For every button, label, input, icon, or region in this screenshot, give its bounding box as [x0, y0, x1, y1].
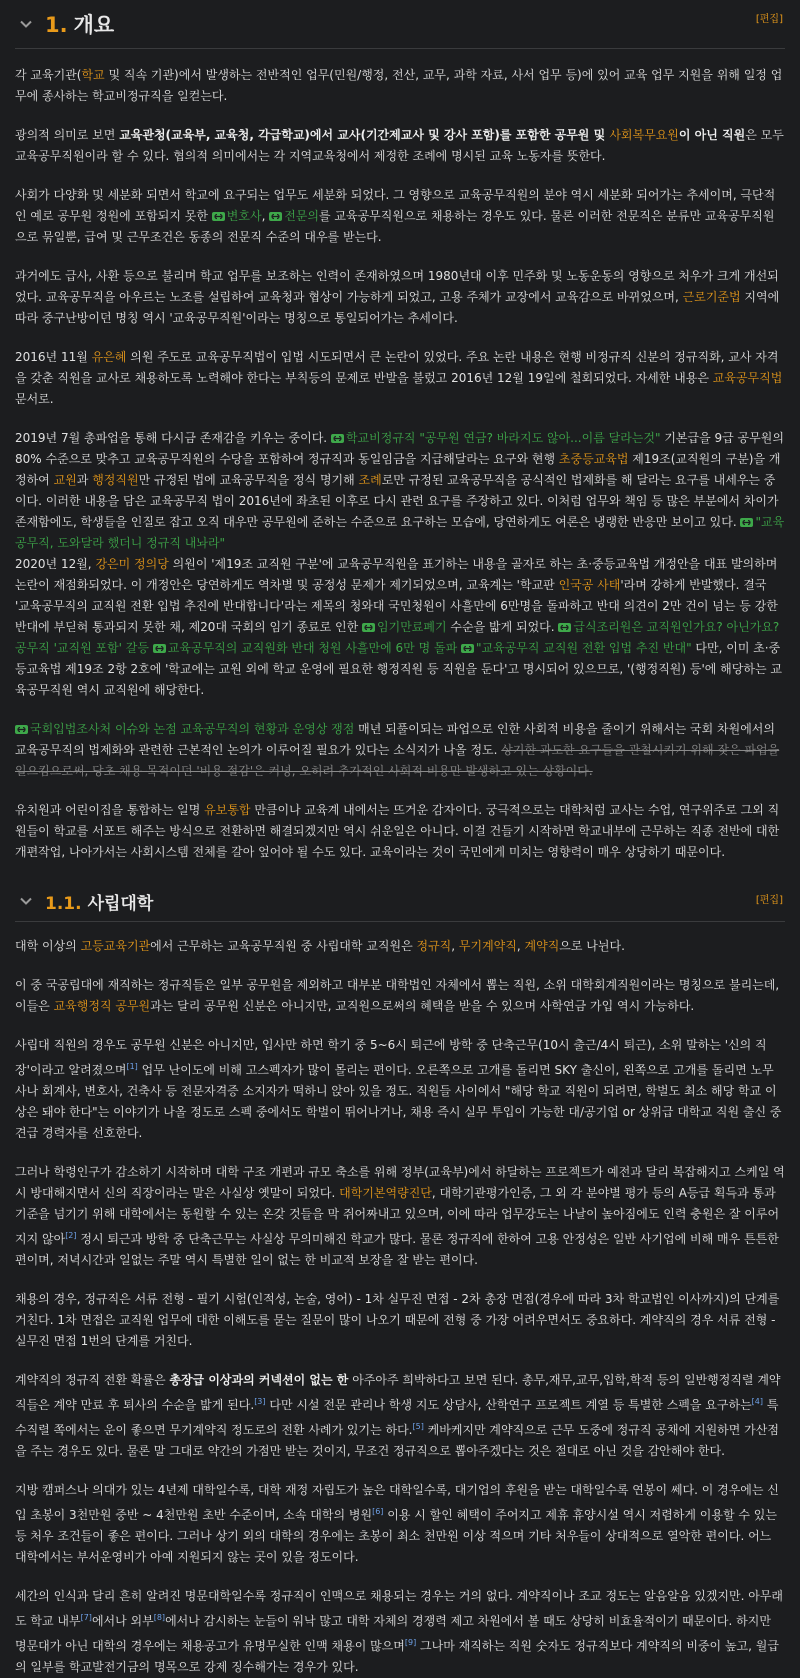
run-text: 교육관청(교육부, 교육청, 각급학교)에서 교사(기간제교사 및 강사 포함)를 포함한 공무원 및 — [119, 128, 610, 142]
internal-link[interactable] — [54, 473, 77, 487]
text-run — [15, 392, 54, 406]
text-run — [15, 68, 81, 82]
bold-text — [679, 128, 745, 142]
run-text: 상기한 과도한 요구들을 관철시키기 위해 잦은 파업을 일으킴으로써, 당초 채용 목적이던 '비용 절감'은 커녕, 오히려 추가적인 사회적 비용만 발생하고 있는 상황이다. — [15, 743, 780, 778]
paragraph — [15, 65, 785, 107]
section-number: 1.1. — [45, 893, 82, 914]
run-text: 정의당 — [134, 557, 169, 571]
run-text: 의원 주도로 교육공무직법이 입법 시도되면서 큰 논란이 있었다. 주요 논란 내용은 현행 비정규직 신분의 정규직화, 교사 자격을 갖춘 직원을 교사로 채용하도록 노력해야 한다는 부칙등의 문제로 반발을 불렀고 2016년 12월 19일에 철회되었다. 자세한 내용은 — [15, 350, 779, 385]
chevron-down-icon[interactable] — [19, 894, 33, 908]
run-text: 유보통합 — [204, 803, 251, 817]
run-text: 계약직의 정규직 전환 확률은 — [15, 1373, 170, 1387]
run-text: 으로 나뉜다. — [559, 939, 625, 953]
section-title-text: 사립대학 — [87, 893, 154, 914]
internal-link[interactable] — [339, 1186, 432, 1200]
internal-link[interactable] — [81, 68, 104, 82]
text-run — [15, 1063, 782, 1140]
run-text: 각 교육기관( — [15, 68, 82, 82]
external-link-icon — [461, 644, 474, 653]
paragraph — [15, 1035, 785, 1144]
run-text: 사회가 다양화 및 세분화 되면서 학교에 요구되는 업무도 세분화 되었다. 그 영향으로 교육공무직원의 분야 역시 세분화 되어가는 추세이며, 극단적인 예로 공무원 정원에 포함되지 못한 — [15, 188, 776, 223]
external-link[interactable] — [212, 209, 262, 223]
footnote-ref[interactable] — [752, 1397, 763, 1406]
run-text: 대학기본역량진단 — [339, 1186, 432, 1200]
run-text: 2020년 12월, — [15, 557, 96, 571]
external-link-icon — [740, 518, 753, 527]
run-text: 국회입법조사처 이슈와 논점 교육공무직의 현황과 운영상 쟁점 — [30, 722, 355, 736]
paragraph — [15, 936, 785, 957]
section-heading-private-university — [15, 881, 785, 922]
footnote-ref[interactable] — [65, 1231, 76, 1240]
text-run — [150, 939, 416, 953]
text-run — [15, 350, 779, 385]
text-run — [15, 803, 204, 817]
footnote-ref[interactable] — [154, 1613, 165, 1622]
run-text: [2] — [65, 1231, 77, 1240]
text-run — [451, 939, 459, 953]
run-text: 총장급 이상과의 커넥션이 없는 한 — [169, 1373, 349, 1387]
run-text: 교육공무직법 — [712, 371, 783, 385]
text-run — [15, 1232, 779, 1267]
run-text: 에서나 감시하는 눈들이 워낙 많고 대학 자체의 경쟁력 제고 차원에서 볼 때도 상당히 비효율적이기 때문이다. 하지만 명문대가 아닌 대학의 경우에는 채용공고가 유명무실한 인맥 채용이 많으며 — [15, 1614, 771, 1653]
run-text: 에서나 외부 — [91, 1614, 154, 1628]
footnote-ref[interactable] — [81, 1613, 92, 1622]
run-text: 다만 시설 전문 관리나 학생 지도 상담사, 산학연구 프로젝트 계열 등 특별한 스펙을 요구하는 — [265, 1398, 752, 1412]
external-link[interactable] — [461, 641, 692, 655]
run-text: 문서로. — [15, 392, 54, 406]
run-text: 다만, 이미 초·중등교육법 제19조 2항 2호에 '학교에는 교원 외에 학교 운영에 필요한 행정직원 등 직원을 둔다'고 명시되어 있으므로, '(행정직원) 등'에 해당하는 교육공무직원 역시 교직원에 해당한다. — [15, 641, 782, 697]
run-text: "교육공무직, 도와달라 했더니 정규직 내놔라" — [15, 515, 785, 550]
edit-link[interactable]: [편집] — [755, 895, 783, 906]
paragraph — [15, 266, 785, 329]
paragraph — [15, 185, 785, 248]
footnote-ref[interactable] — [254, 1397, 265, 1406]
external-link[interactable] — [269, 209, 319, 223]
run-text: 로만 규정된 교육공무직을 공식적인 법제화를 해 달라는 요구를 내세우는 중이다. 이러한 내용을 담은 교육공무직 법이 2016년에 좌초된 이후로 다시 관련 요구를 주장하고 있다. 이처럼 업무와 책임 등 많은 부분에서 차이가 존재함에도, 학생들을 인질로 잡고 오직 대우만 공무원에 준하는 수준으로 요구하는 모습에, 당연하게도 여론은 냉랭한 반응만 보이고 있다. — [15, 473, 779, 529]
text-run — [559, 939, 625, 953]
run-text: 학교 — [81, 68, 105, 82]
internal-link[interactable] — [92, 473, 138, 487]
run-text: 광의적 의미로 보면 — [15, 128, 120, 142]
paragraph — [15, 554, 785, 701]
internal-link[interactable] — [459, 939, 517, 953]
external-link[interactable] — [153, 641, 457, 655]
run-text: 케바케지만 계약직으로 근무 도중에 정규직 공채에 지원하면 가산점을 주는 경우도 있다. 물론 말 그대로 약간의 가점만 받는 것이지, 무조건 정규직으로 뽑아주겠다는 것은 절대로 아닌 것을 감안해야 한다. — [15, 1423, 779, 1458]
run-text: 지방 캠퍼스나 의대가 있는 4년제 대학일수록, 대학 재정 자립도가 높은 대학일수록, 대기업의 후원을 받는 대학일수록 연봉이 쎄다. 이 경우에는 신입 초봉이 3천만원 중반 ~ 4천만원 초반 수준이며, 소속 대학의 병원 — [15, 1483, 779, 1522]
run-text: 만 규정된 법에 교육공무직을 정식 명기해 — [138, 473, 359, 487]
run-text: 계약직 — [524, 939, 560, 953]
internal-link[interactable] — [683, 290, 741, 304]
internal-link[interactable] — [95, 557, 130, 571]
internal-link[interactable] — [559, 578, 621, 592]
text-run — [517, 939, 525, 953]
run-text: , 대학기관평가인증, 그 외 각 분야별 평가 등의 A등급 획득과 통과 기준을 넘기기 위해 대학에서는 동원할 수 있는 온갖 것들을 막 쥐어짜내고 있으며, 이에 따라 업무강도는 나날이 높아짐에도 인력 충원은 잘 이루어지지 않아 — [15, 1186, 780, 1246]
run-text: 정규직 — [416, 939, 452, 953]
text-run — [15, 350, 92, 364]
run-text: 고등교육기관 — [80, 939, 151, 953]
external-link-icon — [558, 623, 571, 632]
text-run — [15, 68, 782, 103]
run-text: , — [516, 939, 525, 953]
run-text: 특수직렬 쪽에서는 운이 좋으면 무기계약직 정도로의 전환 사례가 있기는 하다. — [15, 1398, 779, 1437]
run-text: 유치원과 어린이집을 통합하는 일명 — [15, 803, 205, 817]
run-text: [5] — [412, 1422, 424, 1431]
internal-link[interactable] — [713, 371, 783, 385]
run-text: 임기만료폐기 — [377, 620, 447, 634]
paragraph — [15, 347, 785, 410]
external-link-icon — [362, 623, 375, 632]
run-text: 만큼이나 교육계 내에서는 뜨거운 감자이다. 궁극적으로는 대학처럼 교사는 수업, 연구위주로 그외 직원들이 학교를 서포트 해주는 방식으로 전환하면 해결되겠지만 역시 쉬운일은 아니다. 이걸 건들기 시작하면 학교내부에 근무하는 직종 전반에 대한 개편작업, 나아가서는 사회시스템 전체를 갈아 엎어야 될 수도 있다. 교육이라는 것이 국민에게 미치는 영향력이 매우 상당하기 때문이다. — [15, 803, 780, 859]
run-text: [6] — [372, 1507, 384, 1516]
text-run — [15, 431, 331, 445]
internal-link[interactable] — [525, 939, 560, 953]
run-text: 유은혜 — [91, 350, 127, 364]
run-text: 그나마 재직하는 직원 숫자도 정규직보다 계약직의 비중이 높고, 월급의 일부를 학교발전기금의 명목으로 강제 징수해가는 경우가 있다. — [15, 1639, 779, 1674]
run-text: 정시 퇴근과 방학 중 단축근무는 사실상 무의미해진 학교가 많다. 물론 정규직에 한하여 고용 안정성은 일반 사기업에 비해 매우 튼튼한 편이며, 저녁시간과 일없는 주말 역시 특별한 일이 없는 한 비교적 보장을 잘 받는 편이다. — [15, 1232, 779, 1267]
paragraph — [15, 428, 785, 554]
run-text: 이 중 국공립대에 재직하는 정규직들은 일부 공무원을 제외하고 대부분 대학법인 자체에서 뽑는 직원, 소위 대학회계직원이라는 명칭으로 불리는데, 이들은 — [15, 978, 780, 1013]
section-number: 1. — [45, 13, 68, 37]
external-link-icon — [15, 725, 28, 734]
text-run — [266, 1398, 752, 1412]
section-heading-overview — [15, 0, 785, 49]
run-text: 이용 시 할인 혜택이 주어지고 제휴 휴양시설 역시 저렴하게 이용할 수 있는 등 처우 조건들이 좋은 편이다. 그러나 상기 외의 대학의 경우에는 초봉이 최소 천만원 이상 적으며 기타 처우들이 상대적으로 열악한 편이다. 어느 대학에서는 부서운영비가 아예 지원되지 않는 곳이 있을 정도이다. — [15, 1508, 777, 1564]
external-link-icon — [153, 644, 166, 653]
run-text: 학교비정규직 "공무원 연금? 바라지도 않아...이름 달라는것" — [345, 431, 661, 445]
text-run — [15, 557, 95, 571]
bold-text — [169, 1373, 348, 1387]
run-text: [4] — [751, 1397, 763, 1406]
paragraph — [15, 1370, 785, 1462]
run-text: 무기계약직 — [458, 939, 517, 953]
run-text: 행정직원 — [92, 473, 139, 487]
section-title — [45, 9, 114, 39]
run-text: 기본급을 9급 공무원의 80% 수준으로 맞추고 교육공무직원의 수당을 포함하여 정규직과 동일임금을 지급해달라는 요구와 현행 — [15, 431, 784, 466]
internal-link[interactable] — [559, 452, 629, 466]
text-run — [15, 128, 119, 142]
run-text: 에서 근무하는 교육공무직원 중 사립대학 교직원은 — [150, 939, 417, 953]
external-link-icon — [331, 434, 344, 443]
run-text: 사립대 직원의 경우도 공무원 신분은 아니지만, 입사만 하면 학기 중 5~6시 퇴근에 방학 중 단축근무(10시 출근/4시 퇴근), 소위 말하는 '신의 직장'이라고 알려졌으며 — [15, 1038, 767, 1077]
external-link[interactable] — [331, 431, 661, 445]
footnote-ref[interactable] — [413, 1422, 424, 1431]
run-text: 사회복무요원 — [609, 128, 679, 142]
run-text: 매년 되풀이되는 파업으로 인한 사회적 비용을 줄이기 위해서는 국회 차원에서의 교육공무직의 법제화와 관련한 근본적인 논의가 이루어질 필요가 있다는 소식지가 나올 정도. — [15, 722, 775, 757]
internal-link[interactable] — [81, 939, 151, 953]
section-title-text: 개요 — [73, 13, 115, 37]
run-text: 세간의 인식과 달리 흔히 알려진 명문대학일수록 정규직이 인맥으로 채용되는 경우는 거의 없다. 계약직이나 조교 정도는 알음알음 있겠지만. 아무래도 학교 내부 — [15, 1589, 783, 1628]
external-link-icon — [212, 212, 225, 221]
paragraph — [15, 1480, 785, 1568]
text-run — [15, 939, 81, 953]
run-text: 변호사 — [226, 209, 262, 223]
run-text: 및 직속 기관)에서 발생하는 전반적인 업무(민원/행정, 전산, 교무, 과학 자료, 사서 업무 등)에 있어 교육 업무 지원을 위해 일정 업무에 종사하는 학교비정규직을 일컫는다. — [15, 68, 783, 103]
run-text: 대학 이상의 — [15, 939, 81, 953]
run-text: , — [261, 209, 270, 223]
run-text: 제19조(교직원의 구분)을 개정하여 — [15, 452, 781, 487]
external-link[interactable] — [362, 620, 447, 634]
run-text: 채용의 경우, 정규직은 서류 전형 - 필기 시험(인적성, 논술, 영어) - 1차 실무진 면접 - 2차 총장 면접(경우에 따라 3차 학교법인 이사까지)의 단계를 거친다. 1차 면접은 교직원 업무에 대한 이해도를 묻는 질문이 많이 나오기 때문에 전형 중 가장 어려우면서도 중요하다. 계약직의 경우 서류 전형 - 실무진 면접 1번의 단계를 거친다. — [15, 1292, 780, 1348]
run-text: 근로기준법 — [682, 290, 741, 304]
internal-link[interactable] — [609, 128, 679, 142]
external-link-icon — [269, 212, 282, 221]
internal-link[interactable] — [416, 939, 451, 953]
run-text: 아주아주 희박하다고 보면 된다. 총무,재무,교무,입학,학적 등의 일반행정직렬 계약직들은 계약 만료 후 퇴사의 수순을 밟게 된다. — [15, 1373, 781, 1412]
paragraph — [15, 1586, 785, 1678]
run-text: 이 아닌 직원 — [678, 128, 746, 142]
run-text: 초중등교육법 — [558, 452, 629, 466]
run-text: 교육공무직의 교직원화 반대 청원 사흘만에 6만 명 돌파 — [167, 641, 458, 655]
paragraph — [15, 800, 785, 863]
run-text: 교원 — [53, 473, 77, 487]
run-text: 를 교육공무직원으로 채용하는 경우도 있다. 물론 이러한 전문직은 분류만 교육공무직원으로 묶일뿐, 급여 및 근무조건은 동종의 전문직 수준의 대우를 받는다. — [15, 209, 775, 244]
paragraph — [15, 975, 785, 1017]
run-text: 조례 — [358, 473, 382, 487]
internal-link[interactable] — [92, 350, 127, 364]
run-text: [9] — [404, 1638, 417, 1647]
run-text: '라며 강하게 반발했다. 결국 '교육공무직의 교직원 전환 입법 추진에 반대합니다'라는 제목의 청와대 국민청원이 사흘만에 6만명을 돌파하고 반대 의견이 2만 건이 넘는 등 강한 반대에 부딛혀 통과되지 못한 채, 제20대 국회의 임기 종료로 인한 — [15, 578, 778, 634]
run-text: 과는 달리 공무원 신분은 아니지만, 교직원으로써의 혜택을 받을 수 있으며 사학연금 가입 역시 가능하다. — [150, 999, 695, 1013]
run-text: 업무 난이도에 비해 고스펙자가 많이 몰리는 편이다. 오른쪽으로 고개를 돌리면 SKY 출신이, 왼쪽으로 고개를 돌리면 노무사나 회계사, 변호사, 건축사 등 전문자격증 소지자가 떡하니 앉아 있을 정도. 직원들 사이에서 "해당 학교 직원이 되려면, 학벌도 최소 해당 학교 이상은 돼야 한다"는 이야기가 나올 정도로 스펙 중에서도 학벌이 뛰어나거나, 채용 즉시 실무 투입이 가능한 대/공기업 or 상위급 대학교 직원 출신 중견급 경력자를 선호한다. — [15, 1063, 782, 1140]
text-run — [139, 473, 359, 487]
text-run — [77, 473, 92, 487]
footnote-ref[interactable] — [405, 1638, 416, 1647]
text-run — [447, 620, 559, 634]
paragraph — [15, 1289, 785, 1352]
internal-link[interactable] — [134, 557, 169, 571]
run-text: [3] — [254, 1397, 266, 1406]
run-text: 급식조리원은 교직원인가요? 아닌가요? 공무직 '교직원 포함' 갈등 — [15, 620, 780, 655]
run-text: 교육행정직 공무원 — [53, 999, 151, 1013]
footnote-ref[interactable] — [126, 1062, 137, 1071]
text-run — [150, 999, 694, 1013]
section-title — [45, 889, 153, 914]
text-run — [92, 1614, 154, 1628]
run-text: 수순을 밟게 되었다. — [446, 620, 559, 634]
chevron-down-icon[interactable] — [19, 17, 33, 31]
paragraph — [15, 125, 785, 167]
run-text: 그러나 학령인구가 감소하기 시작하며 대학 구조 개편과 규모 축소를 위해 정부(교육부)에서 하달하는 프로젝트가 예전과 달리 복잡해지고 스케일 역시 방대해지면서 신의 직장이라는 말은 사실상 옛말이 되었다. — [15, 1165, 785, 1200]
run-text: "교육공무직 교직원 전환 입법 추진 반대" — [476, 641, 692, 655]
run-text: [7] — [80, 1613, 92, 1622]
run-text: 과거에도 급사, 사환 등으로 불리며 학교 업무를 보조하는 인력이 존재하였으며 1980년대 이후 민주화 및 노동운동의 영향으로 처우가 크게 개선되었다. 교육공무직을 아우르는 노조를 설립하여 교육청과 협상이 가능하게 되었고, 고용 주체가 교장에서 교육감으로 바뀌었으며, — [15, 269, 779, 304]
run-text: 인국공 사태 — [558, 578, 621, 592]
external-link[interactable] — [15, 722, 354, 736]
run-text: 강은미 — [95, 557, 131, 571]
paragraph — [15, 1162, 785, 1271]
run-text: 2016년 11월 — [15, 350, 92, 364]
text-run — [15, 1373, 169, 1387]
footnote-ref[interactable] — [372, 1507, 383, 1516]
run-text: 지역에 따라 중구난방이던 명칭 역시 '교육공무직원'이라는 명칭으로 통일되어가는 추세이다. — [15, 290, 780, 325]
run-text: 2019년 7월 총파업을 통해 다시금 존재감을 키우는 중이다. — [15, 431, 331, 445]
internal-link[interactable] — [54, 999, 151, 1013]
paragraph — [15, 719, 785, 782]
internal-link[interactable] — [359, 473, 382, 487]
run-text: [1] — [126, 1062, 138, 1071]
bold-text — [119, 128, 609, 142]
internal-link[interactable] — [204, 803, 250, 817]
run-text: , — [451, 939, 459, 953]
text-run — [15, 269, 779, 304]
run-text: 과 — [76, 473, 93, 487]
edit-link[interactable]: [편집] — [755, 14, 783, 25]
run-text: 은 모두 교육공무직원이라 할 수 있다. 협의적 의미에서는 각 지역교육청에서 제정한 조례에 명시된 교육 노동자를 뜻한다. — [15, 128, 784, 163]
run-text: [8] — [153, 1613, 166, 1622]
run-text: 전문의 — [284, 209, 319, 223]
run-text: 의원이 '제19조 교직원 구분'에 교육공무직원을 표기하는 내용을 골자로 하는 초·중등교육법 개정안을 대표 발의하며 논란이 재점화되었다. 이 개정안은 당연하게도 역차별 및 공정성 문제가 제기되었으며, 교육계는 '학교판 — [15, 557, 778, 592]
text-run — [15, 1292, 779, 1348]
